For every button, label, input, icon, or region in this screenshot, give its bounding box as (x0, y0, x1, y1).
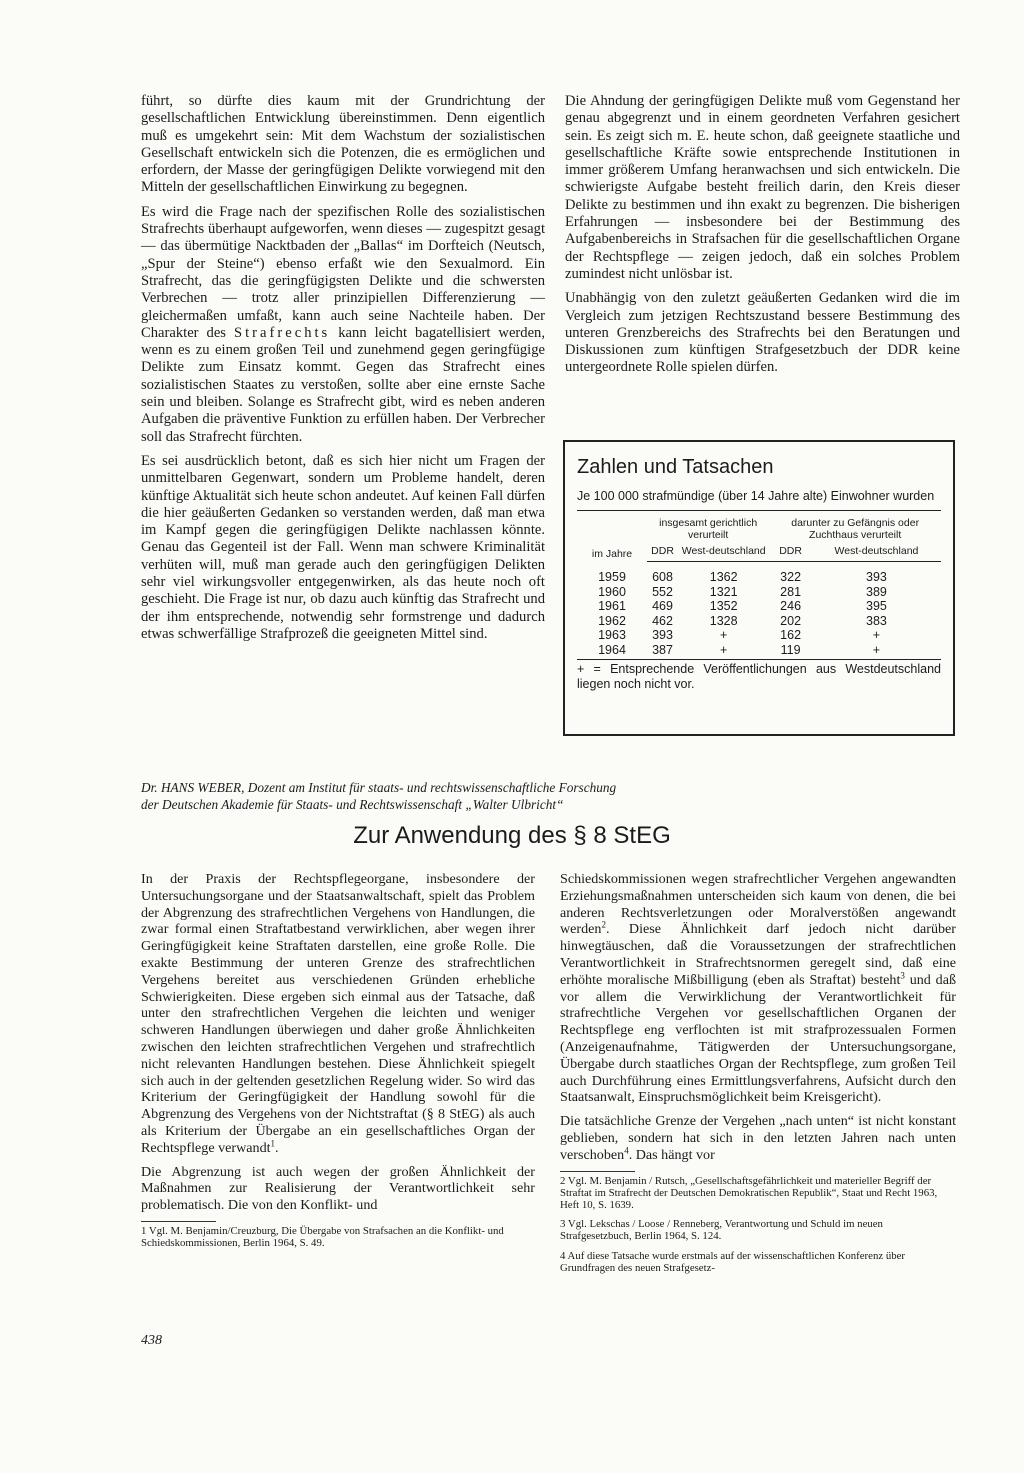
footnote-ref: 1 (270, 1138, 276, 1149)
footnote-ref: 2 (601, 919, 606, 930)
table-row (577, 614, 941, 629)
table-cell: 387 (652, 642, 673, 657)
table-cell: 162 (780, 628, 802, 642)
page-number: 438 (141, 1333, 162, 1348)
paragraph: Es sei ausdrücklich betont, daß es sich hier nicht um Fragen der unmittelbaren Gegenwart, sondern um Probleme handelt, deren künftige Aktualität sich heute schon andeutet. Auf keinen Fall dürfen die hier geäußerten Gedanken so verstanden werden, daß man etwa im Kampf gegen die geringfügigen Delikte nachlassen könnte. Genau das Gegenteil ist der Fall. Wenn man schwere Kriminalität verhüten will, muß man gerade auch den geringfügigen Delikten sehr viel wirkungsvoller entgegenwirken, als das heute noch oft geschieht. Die Frage ist nur, ob dazu auch künftig das Strafrecht und der ihm entsprechende, notwendig sehr formstrenge und dadurch etwas schwerfällige Strafprozeß die geeigneten Mittel sind. (141, 452, 545, 642)
table-cell: 1328 (709, 613, 738, 628)
paragraph (141, 204, 545, 446)
column-header-west: West-deutschland (678, 543, 769, 562)
paragraph-text: . Diese Ähnlichkeit darf jedoch nicht darüber hinwegtäuschen, daß die Voraussetzungen der strafrechtlichen Verantwortlichkeit in Strafrechtsnormen geregelt sind, daß eine erhöhte moralische Mißbilligung (eben als Straftat) besteht (560, 921, 956, 988)
table-cell: 1959 (598, 569, 626, 584)
column-group-total: insgesamt gerichtlich verurteilt (647, 511, 769, 544)
table-cell: 1321 (709, 584, 738, 599)
table-cell: + (872, 642, 881, 657)
paragraph (560, 1113, 956, 1163)
bottom-right-column (560, 871, 956, 1281)
table-cell: 469 (652, 599, 673, 613)
column-group-prison: darunter zu Gefängnis oder Zuchthaus verurteilt (769, 511, 941, 544)
table-body (577, 562, 941, 658)
table-cell: + (720, 628, 728, 642)
footnote-divider (560, 1171, 635, 1172)
column-header-year: im Jahre (577, 511, 647, 562)
paragraph: Unabhängig von den zuletzt geäußerten Gedanken wird die im Vergleich zum jetzigen Rechtszustand bessere Bestimmung des unteren Grenzbereichs des Strafrechts bei den Beratungen und Diskussionen zum künftigen Strafgesetzbuch der DDR keine untergeordnete Rolle spielen dürfen. (565, 290, 960, 376)
footnote-ref: 4 (624, 1145, 629, 1156)
paragraph (141, 871, 535, 1157)
paragraph: Die Ahndung der geringfügigen Delikte muß vom Gegenstand her genau abgegrenzt und in einem geordneten Verfahren gesichert sein. Es zeigt sich m. E. heute schon, daß geeignete staatliche und gesellschaftliche Kräfte sowie entsprechende Institutionen in immer größerem Umfang heranwachsen und sich entwickeln. Die schwierigste Aufgabe besteht freilich darin, den Kreis dieser Delikte zu bestimmen und ihn exakt zu begrenzen. Die bisherigen Erfahrungen — insbesondere bei der Bestimmung des Aufgabenbereichs in Strafsachen für die gesellschaftlichen Organe der Rechtspflege — zeigen jedoch, daß ein solches Problem zumindest nicht unlösbar ist. (565, 93, 960, 282)
table-row (577, 585, 941, 600)
paragraph-text: In der Praxis der Rechtspflegeorgane, insbesondere der Untersuchungsorgane und der Staatsanwaltschaft, spielt das Problem der Abgrenzung des strafrechtlichen Vergehens von Handlungen, die zwar formal einen Straftatbestand verwirklichen, aber wegen ihrer Geringfügigkeit keine Straftaten darstellen, eine große Rolle. Die exakte Bestimmung der unteren Grenze des strafrechtlichen Vergehens bereitet aus verschiedenen Gründen erhebliche Schwierigkeiten. Diese ergeben sich einmal aus der Tatsache, daß unter den strafrechtlichen Vergehen die leichten und weniger schweren Handlungen überwiegen und daher große Ähnlichkeiten zwischen den leichten strafrechtlichen Vergehen und strafrechtlich nicht relevanten Handlungen bestehen. Diese Ähnlichkeit spiegelt sich auch in der geltenden gesetzlichen Regelung wider. So wird das Kriterium der Geringfügigkeit der Handlung sowohl für die Abgrenzung des Vergehens von der Nichtstraftat (§ 8 StEG) als auch als Kriterium der Übergabe an ein gesellschaftliches Organ der Rechtspflege verwandt (141, 871, 535, 1156)
table-row (577, 599, 941, 614)
table-cell: 383 (866, 613, 887, 628)
paragraph-text: Es wird die Frage nach der spezifischen Rolle des sozialistischen Strafrechts überhaupt aufgeworfen, wenn dieses — zugespitzt gesagt — das übermütige Nacktbaden der „Ballas“ im Dorfteich (Neutsch, „Spur der Steine“) ebenso erfaßt wie den Sexualmord. Ein Strafrecht, das die geringfügigsten Delikte und die schwersten Verbrechen — trotz aller prinzipiellen Differenzierung — gleichermaßen umfaßt, kann auch seine Nachteile haben. Der Charakter des (141, 203, 545, 341)
author-line-2: der Deutschen Akademie für Staats- und Rechtswissenschaft „Walter Ulbricht“ (141, 797, 564, 812)
table-cell: 322 (780, 570, 802, 584)
paragraph: Die Abgrenzung ist auch wegen der großen Ähnlichkeit der Maßnahmen zur Realisierung der Verantwortlichkeit sehr problematisch. Die von den Konflikt- und (141, 1163, 535, 1214)
emphasized-word: Strafrechts (234, 324, 331, 341)
facts-box (563, 440, 955, 736)
facts-box-title: Zahlen und Tatsachen (577, 456, 774, 478)
column-header-west: West-deutschland (812, 543, 941, 562)
paragraph: führt, so dürfte dies kaum mit der Grundrichtung der gesellschaftlichen Entwicklung übereinstimmen. Denn eigentlich muß es umgekehrt sein: Mit dem Wachstum der sozialistischen Gesellschaft entwickeln sich die Potenzen, die es ermöglichen und erfordern, der Masse der geringfügigen Delikte vorwiegend mit den Mitteln der gesellschaftlichen Einwirkung zu begegnen. (141, 93, 545, 196)
table-cell: 281 (780, 584, 802, 599)
table-row (577, 562, 941, 585)
bottom-left-column (141, 871, 535, 1256)
top-right-column (565, 93, 960, 384)
paragraph-text: und daß vor allem die Verwirklichung der Verantwortlichkeit für strafrechtliche Vergehen vor gesellschaftlichen Organen der Rechtspflege eng verflochten ist mit strafprozessualen Formen (Anzeigenaufnahme, Tätigwerden der Untersuchungsorgane, Übergabe durch staatliches Organ der Rechtspflege, zum großen Teil auch Durchführung eines Ermittlungsverfahrens, Aufsicht durch den Staatsanwalt, Einspruchsmöglichkeit beim Kreisgericht). (560, 971, 956, 1106)
table-cell: 1963 (598, 628, 626, 642)
footnote-divider (141, 1221, 216, 1222)
footnote: 1 Vgl. M. Benjamin/Creuzburg, Die Übergabe von Strafsachen an die Konflikt- und Schiedskommissionen, Berlin 1964, S. 49. (141, 1224, 504, 1250)
table-cell: 552 (652, 584, 673, 599)
table-cell: 1352 (709, 599, 738, 613)
table-cell: 1962 (598, 613, 626, 628)
paragraph-text: Schiedskommissionen wegen strafrechtlicher Vergehen angewandten Erziehungsmaßnahmen unterscheiden sich kaum von denen, die bei anderen Rechtsverletzungen oder Moralverstößen angewandt werden (560, 871, 956, 938)
table-cell: 202 (780, 613, 802, 628)
table-cell: 1964 (598, 642, 626, 657)
paragraph-text: kann leicht bagatellisiert werden, wenn es zu einem großen Teil und zunehmend gegen geringfügige Delikte zum Einsatz kommt. Gegen das Strafrecht eines sozialistischen Staates zu verstoßen, sollte aber eine ernste Sache sein und bleiben. Solange es Strafrecht gibt, wird es neben anderen Aufgaben die präventive Funktion zu erfüllen haben. Der Verbrecher soll das Strafrecht fürchten. (141, 324, 546, 445)
table-cell: 393 (652, 628, 673, 642)
footnote: 4 Auf diese Tatsache wurde erstmals auf der wissenschaftlichen Konferenz über Grundfragen des neuen Strafgesetz- (560, 1249, 906, 1274)
author-byline (141, 779, 901, 813)
table-cell: 119 (780, 642, 801, 657)
statistics-table (577, 510, 941, 657)
paragraph-text: Die tatsächliche Grenze der Vergehen „nach unten“ ist nicht konstant geblieben, sondern hat sich in den letzten Jahren nach unten verschoben (560, 1113, 956, 1163)
table-cell: + (720, 642, 728, 657)
table-note: + = Entsprechende Veröffentlichungen aus Westdeutschland liegen noch nicht vor. (577, 659, 941, 692)
author-line-1: Dr. HANS WEBER, Dozent am Institut für staats- und rechtswissenschaftliche Forschung (141, 780, 617, 795)
table-cell: 246 (780, 599, 802, 613)
table-cell: 1961 (598, 599, 626, 613)
table-row (577, 643, 941, 658)
footnote: 3 Vgl. Lekschas / Loose / Renneberg, Verantwortung und Schuld im neuen Strafgesetzbuch, Berlin 1964, S. 124. (560, 1218, 883, 1243)
table-cell: 462 (652, 613, 673, 628)
paragraph (560, 871, 956, 1106)
article-title: Zur Anwendung des § 8 StEG (353, 822, 671, 849)
table-cell: 608 (652, 570, 673, 584)
paragraph-text: . Das hängt vor (628, 1146, 715, 1163)
table-cell: 395 (866, 599, 887, 613)
footnote-ref: 3 (900, 970, 905, 981)
table-row (577, 628, 941, 643)
table-cell: 389 (866, 584, 887, 599)
table-cell: 1362 (709, 570, 738, 584)
column-header-ddr: DDR (769, 543, 812, 562)
punctuation: . (275, 1139, 279, 1156)
column-header-ddr: DDR (647, 543, 678, 562)
table-cell: 393 (866, 570, 887, 584)
footnote: 2 Vgl. M. Benjamin / Rutsch, „Gesellschaftsgefährlichkeit und materieller Begriff der Straftat im Strafrecht der Deutschen Demokratischen Republik“, Staat und Recht 1963, Heft 10, S. 1639. (560, 1174, 938, 1211)
table-cell: 1960 (598, 584, 626, 599)
top-left-column (141, 93, 545, 650)
facts-box-subtitle: Je 100 000 strafmündige (über 14 Jahre alte) Einwohner wurden (577, 489, 935, 503)
table-cell: + (872, 628, 881, 642)
